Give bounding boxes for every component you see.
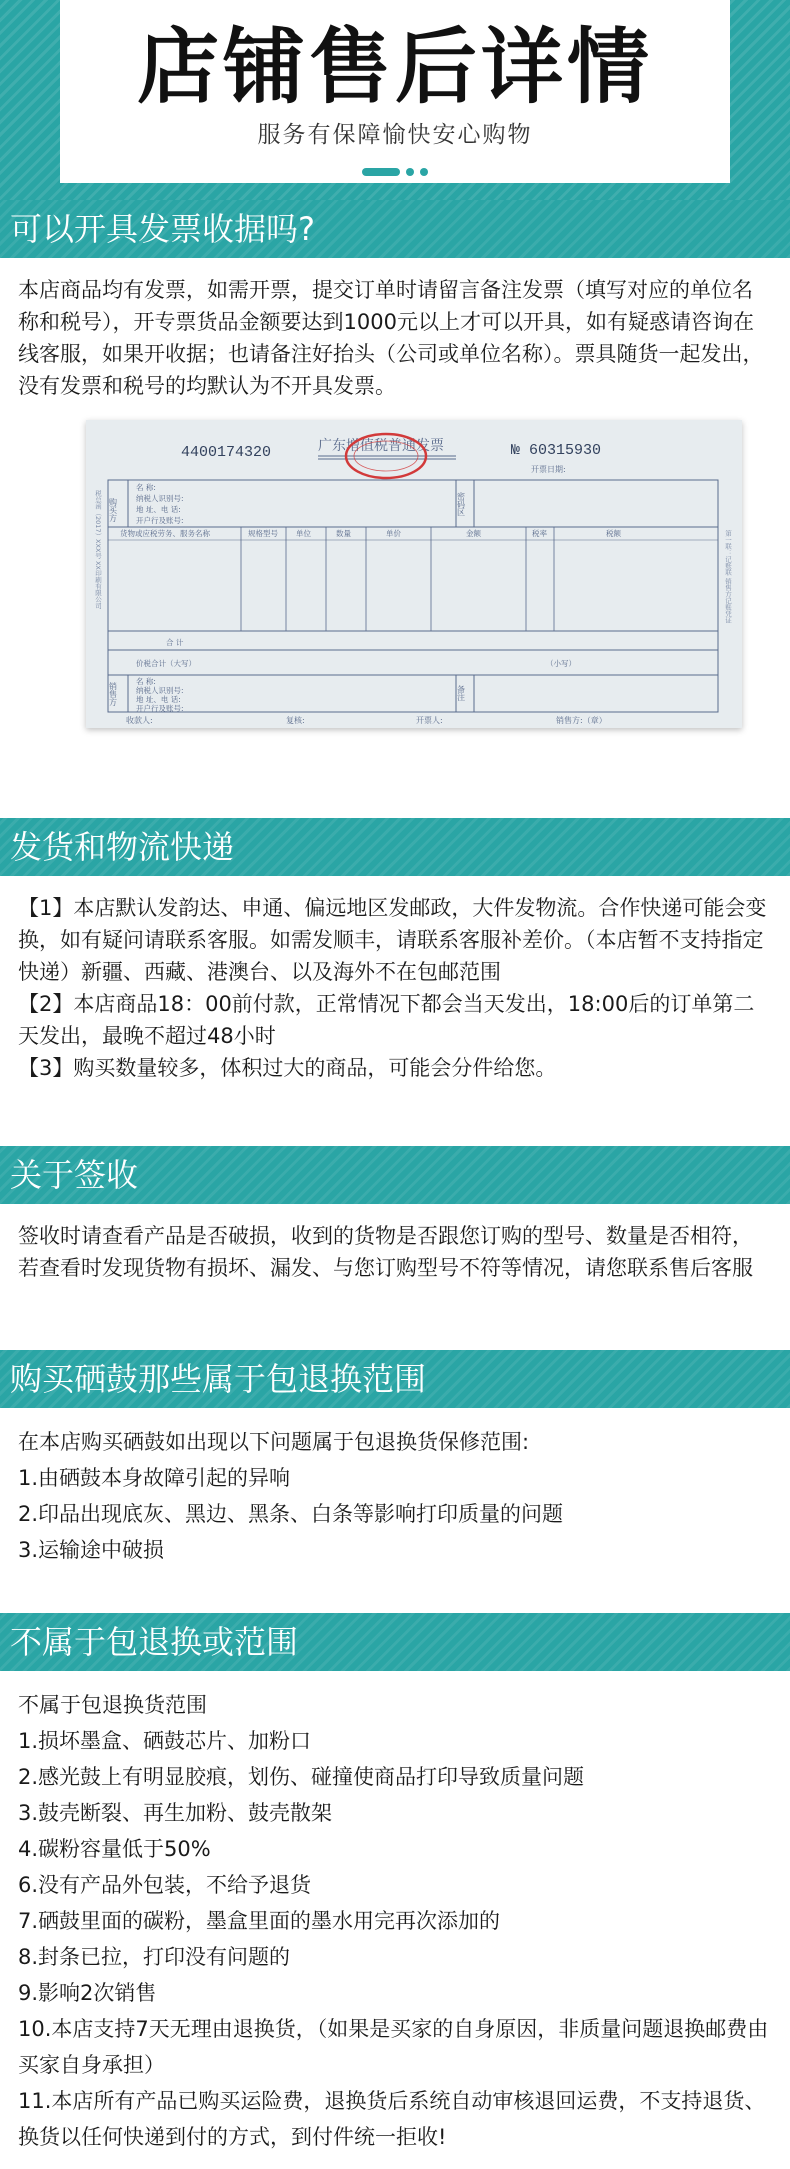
decor-bar: [362, 168, 400, 176]
list-item: 4.碳粉容量低于50%: [18, 1837, 211, 1861]
small-amount-label: （小写）: [546, 659, 576, 668]
list-item: 1.由硒鼓本身故障引起的异响: [18, 1466, 291, 1490]
section-body-signing: [0, 1204, 790, 1350]
invoice-date-label: 开票日期:: [531, 465, 566, 474]
decor-dot: [420, 168, 428, 176]
list-item: 8.封条已拉，打印没有问题的: [18, 1945, 291, 1969]
section-header-non-return: 不属于包退换或范围: [0, 1613, 790, 1671]
seller-bank-label: 开户行及账号:: [136, 704, 184, 713]
hero-card: [60, 0, 730, 183]
total-row-label: 合 计: [166, 638, 184, 647]
buyer-bank-label: 开户行及账号:: [136, 516, 184, 525]
buyer-taxpayer-label: 纳税人识别号:: [136, 494, 184, 503]
list-item: 3.运输途中破损: [18, 1538, 165, 1562]
list-item: 6.没有产品外包装，不给予退货: [18, 1873, 312, 1897]
password-area-label: 密码区: [456, 492, 466, 516]
seller-side-label: 销售方: [108, 682, 118, 706]
shipping-line-1: 【1】本店默认发韵达、申通、偏远地区发邮政，大件发物流。合作快递可能会变换，如有疑问请联系客服。如需发顺丰，请联系客服补差价。（本店暂不支持指定快递）新疆、西藏、港澳台、以及海外不在包邮范围: [18, 896, 767, 984]
col-tax-rate: 税率: [532, 529, 547, 538]
page-title: 店铺售后详情: [136, 20, 653, 115]
list-item: 不属于包退换货范围: [18, 1693, 207, 1717]
invoice-drawing: [86, 420, 742, 728]
page-subtitle: 服务有保障愉快安心购物: [257, 122, 533, 148]
payee-label: 收款人:: [126, 716, 153, 725]
shipping-line-3: 【3】购买数量较多，体积过大的商品，可能会分件给您。: [18, 1056, 557, 1080]
list-item: 9.影响2次销售: [18, 1981, 157, 2005]
hero-decoration: [60, 168, 730, 176]
list-item: 2.感光鼓上有明显胶痕，划伤、碰撞使商品打印导致质量问题: [18, 1765, 585, 1789]
section-body-invoice: [0, 258, 790, 818]
invoice-code: 4400174320: [181, 444, 272, 461]
list-item: 3.鼓壳断裂、再生加粉、鼓壳散架: [18, 1801, 333, 1825]
col-unit-price: 单价: [386, 529, 401, 538]
invoice-description: 本店商品均有发票，如需开票，提交订单时请留言备注发票（填写对应的单位名称和税号），开专票货品金额要达到1000元以上才可以开具，如有疑惑请咨询在线客服，如果开收据；也请备注好抬头（公司或单位名称）。票具随货一起发出，没有发票和税号的均默认为不开具发票。: [18, 278, 764, 398]
list-item: 10.本店支持7天无理由退换货，（如果是买家的自身原因，非质量问题退换邮费由买家自身承担）: [18, 2017, 769, 2077]
section-body-non-return: [0, 1671, 790, 2169]
col-qty: 数量: [336, 529, 351, 538]
buyer-side-label: 购买方: [108, 498, 118, 522]
hero-banner: [0, 0, 790, 200]
col-amount: 金额: [466, 529, 481, 538]
issuer-label: 开票人:: [416, 716, 443, 725]
signing-description: 签收时请查看产品是否破损，收到的货物是否跟您订购的型号、数量是否相符，若查看时发现货物有损坏、漏发、与您订购型号不符等情况，请您联系售后客服: [18, 1224, 753, 1280]
buyer-name-label: 名 称:: [136, 483, 156, 492]
section-body-shipping: [0, 876, 790, 1146]
section-header-signing: 关于签收: [0, 1146, 790, 1204]
buyer-address-label: 地 址、电 话:: [136, 505, 181, 514]
seller-address-label: 地 址、电 话:: [136, 695, 181, 704]
seller-name-label: 名 称:: [136, 677, 156, 686]
col-unit: 单位: [296, 529, 311, 538]
col-tax: 税额: [606, 529, 621, 538]
invoice-number: № 60315930: [511, 442, 602, 459]
col-spec: 规格型号: [248, 529, 278, 538]
list-item: 7.硒鼓里面的碳粉，墨盒里面的墨水用完再次添加的: [18, 1909, 501, 1933]
remarks-label: 备注: [456, 685, 466, 701]
list-item: 1.损坏墨盒、硒鼓芯片、加粉口: [18, 1729, 312, 1753]
left-margin-text: 税总函（2017）XXX号 XX印刷有限公司: [94, 490, 102, 609]
decor-dot: [406, 168, 414, 176]
section-body-return-scope: [0, 1408, 790, 1613]
list-item: 2.印品出现底灰、黑边、黑条、白条等影响打印质量的问题: [18, 1502, 564, 1526]
section-header-return-scope: 购买硒鼓那些属于包退换范围: [0, 1350, 790, 1408]
seller-seal-label: 销售方:（章）: [556, 716, 607, 725]
shipping-line-2: 【2】本店商品18：00前付款，正常情况下都会当天发出，18:00后的订单第二天发出，最晚不超过48小时: [18, 992, 755, 1048]
section-header-invoice: 可以开具发票收据吗?: [0, 200, 790, 258]
col-goods-name: 货物或应税劳务、服务名称: [120, 529, 210, 538]
reviewer-label: 复核:: [286, 716, 305, 725]
amount-words-label: 价税合计（大写）: [136, 659, 196, 668]
invoice-sample-image: [86, 420, 742, 728]
list-item: 11.本店所有产品已购买运险费，退换货后系统自动审核退回运费，不支持退货、换货以任何快递到付的方式，到付件统一拒收!: [18, 2089, 766, 2149]
list-item: 在本店购买硒鼓如出现以下问题属于包退换货保修范围:: [18, 1430, 530, 1454]
invoice-heading: 广东增值税普通发票: [318, 438, 444, 454]
right-margin-text: 第一联：记账联 销售方记账凭证: [724, 530, 732, 624]
section-header-shipping: 发货和物流快递: [0, 818, 790, 876]
seller-taxpayer-label: 纳税人识别号:: [136, 686, 184, 695]
